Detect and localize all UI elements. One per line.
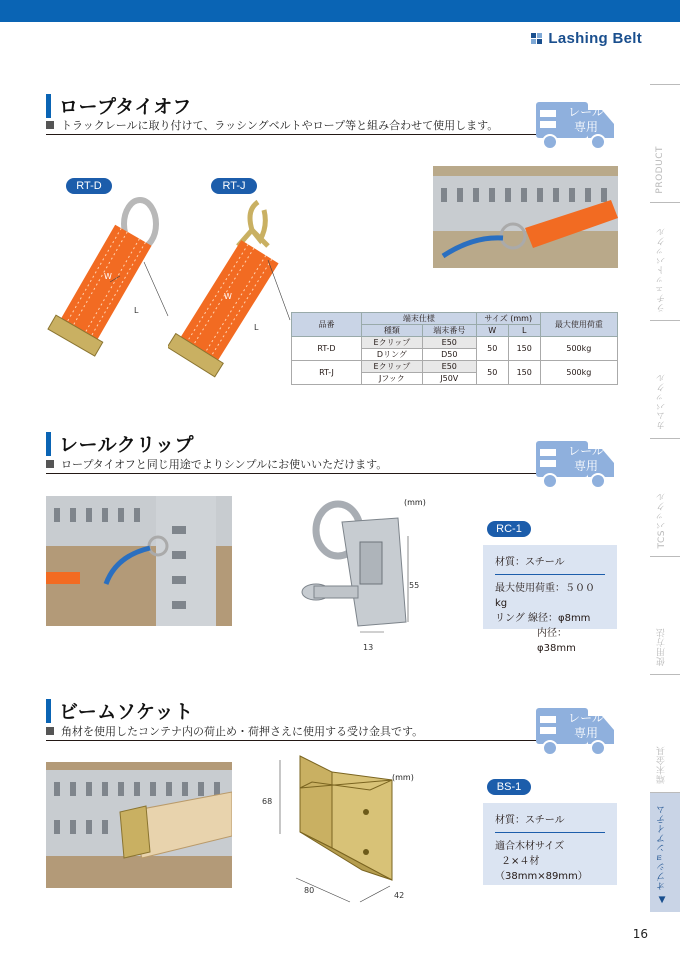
brand-header <box>531 30 642 47</box>
side-tab-option-items[interactable]: ▲ オプションアイテム <box>650 792 680 912</box>
brand-name: Lashing Belt <box>548 30 642 47</box>
rail-clip-ring-wire: リング 線径：φ8mm <box>495 613 591 624</box>
th-load: 最大使用荷重 <box>540 313 617 337</box>
section2-description: ロープタイオフと同じ用途でよりシンプルにお使いいただけます。 <box>46 456 387 472</box>
svg-text:レール: レール <box>568 711 604 725</box>
beam-socket-spec-box <box>483 803 617 885</box>
top-color-bar <box>0 0 680 22</box>
rail-clip-material: 材質：スチール <box>495 555 605 575</box>
side-tab-product[interactable]: PRODUCT <box>650 84 680 202</box>
rail-only-truck-badge <box>536 435 616 493</box>
beam-socket-photo <box>46 762 232 888</box>
section1-title: ロープタイオフ <box>46 92 192 119</box>
rope-tieoff-spec-table <box>291 312 618 385</box>
svg-text:専用: 専用 <box>573 459 599 473</box>
beam-socket-mm-unit: (mm) <box>392 773 414 782</box>
label-bs-1: BS-1 <box>487 779 531 795</box>
svg-text:専用: 専用 <box>573 726 599 740</box>
side-tab-cam-buckle[interactable]: カムバックル <box>650 320 680 438</box>
table-row: Dリング D50 <box>292 349 618 361</box>
brand-grid-icon <box>531 33 542 44</box>
section1-description: トラックレールに取り付けて、ラッシングベルトやロープ等と組み合わせて使用します。 <box>46 117 498 133</box>
side-tab-usage[interactable]: 使用方法 <box>650 556 680 674</box>
table-row: RT-J Eクリップ E50 50 150 500kg <box>292 361 618 373</box>
th-end-spec: 端末仕様 <box>362 313 477 325</box>
rt-j-w-label: W <box>224 292 232 301</box>
rail-clip-product-image <box>288 492 418 637</box>
th-type: 種類 <box>362 325 423 337</box>
th-item: 品番 <box>292 313 362 337</box>
label-rt-d: RT-D <box>66 178 112 194</box>
rail-clip-spec-box <box>483 545 617 654</box>
beam-socket-dim-42: 42 <box>394 891 405 900</box>
section3-title: ビームソケット <box>46 697 194 724</box>
rail-clip-mm-unit: (mm) <box>404 498 426 507</box>
side-tab-end-fittings[interactable]: 端末金具 <box>650 674 680 792</box>
beam-socket-dim-68: 68 <box>262 797 273 806</box>
section3-description: 角材を使用したコンテナ内の荷止め・荷押さえに使用する受け金具です。 <box>46 723 423 739</box>
rt-d-product-image <box>40 196 180 366</box>
rope-tieoff-photo <box>433 166 618 268</box>
rt-d-l-label: L <box>134 306 139 315</box>
rail-only-truck-badge <box>536 96 616 154</box>
section3-rule <box>46 740 542 741</box>
rt-d-w-label: W <box>104 272 112 281</box>
truck-badge-line1: レール <box>568 105 604 119</box>
beam-socket-wood-mm: （38mm×89mm） <box>495 871 588 882</box>
section2-title: レールクリップ <box>46 430 194 457</box>
section1-rule <box>46 134 542 135</box>
beam-socket-wood-size: ２×４材 <box>501 856 540 867</box>
rt-j-product-image <box>168 196 298 386</box>
th-l: L <box>508 325 540 337</box>
rail-clip-load: 最大使用荷重：５００kg <box>495 583 595 609</box>
page-number: 16 <box>632 927 648 941</box>
beam-socket-dim-80: 80 <box>304 886 315 895</box>
table-row: RT-D Eクリップ E50 50 150 500kg <box>292 337 618 349</box>
svg-text:レール: レール <box>568 444 604 458</box>
label-rt-j: RT-J <box>211 178 257 194</box>
rail-clip-photo <box>46 496 232 626</box>
rail-clip-ring-inner: 内径：φ38mm <box>537 628 576 654</box>
th-size: サイズ (mm) <box>476 313 540 325</box>
beam-socket-wood-label: 適合木材サイズ <box>495 841 565 852</box>
th-end-no: 端末番号 <box>422 325 476 337</box>
truck-badge-line2: 専用 <box>573 120 599 134</box>
section2-rule <box>46 473 542 474</box>
rail-clip-dim-13: 13 <box>363 643 374 652</box>
rail-only-truck-badge <box>536 702 616 760</box>
side-tab-ratchet-buckle[interactable]: ラチェットバックル <box>650 202 680 320</box>
side-tab-tcs-buckle[interactable]: TCSバックル <box>650 438 680 556</box>
label-rc-1: RC-1 <box>487 521 531 537</box>
th-w: W <box>476 325 508 337</box>
beam-socket-material: 材質：スチール <box>495 813 605 833</box>
rail-clip-dim-55: 55 <box>409 581 420 590</box>
table-row: Jフック J50V <box>292 373 618 385</box>
rt-j-l-label: L <box>254 323 259 332</box>
